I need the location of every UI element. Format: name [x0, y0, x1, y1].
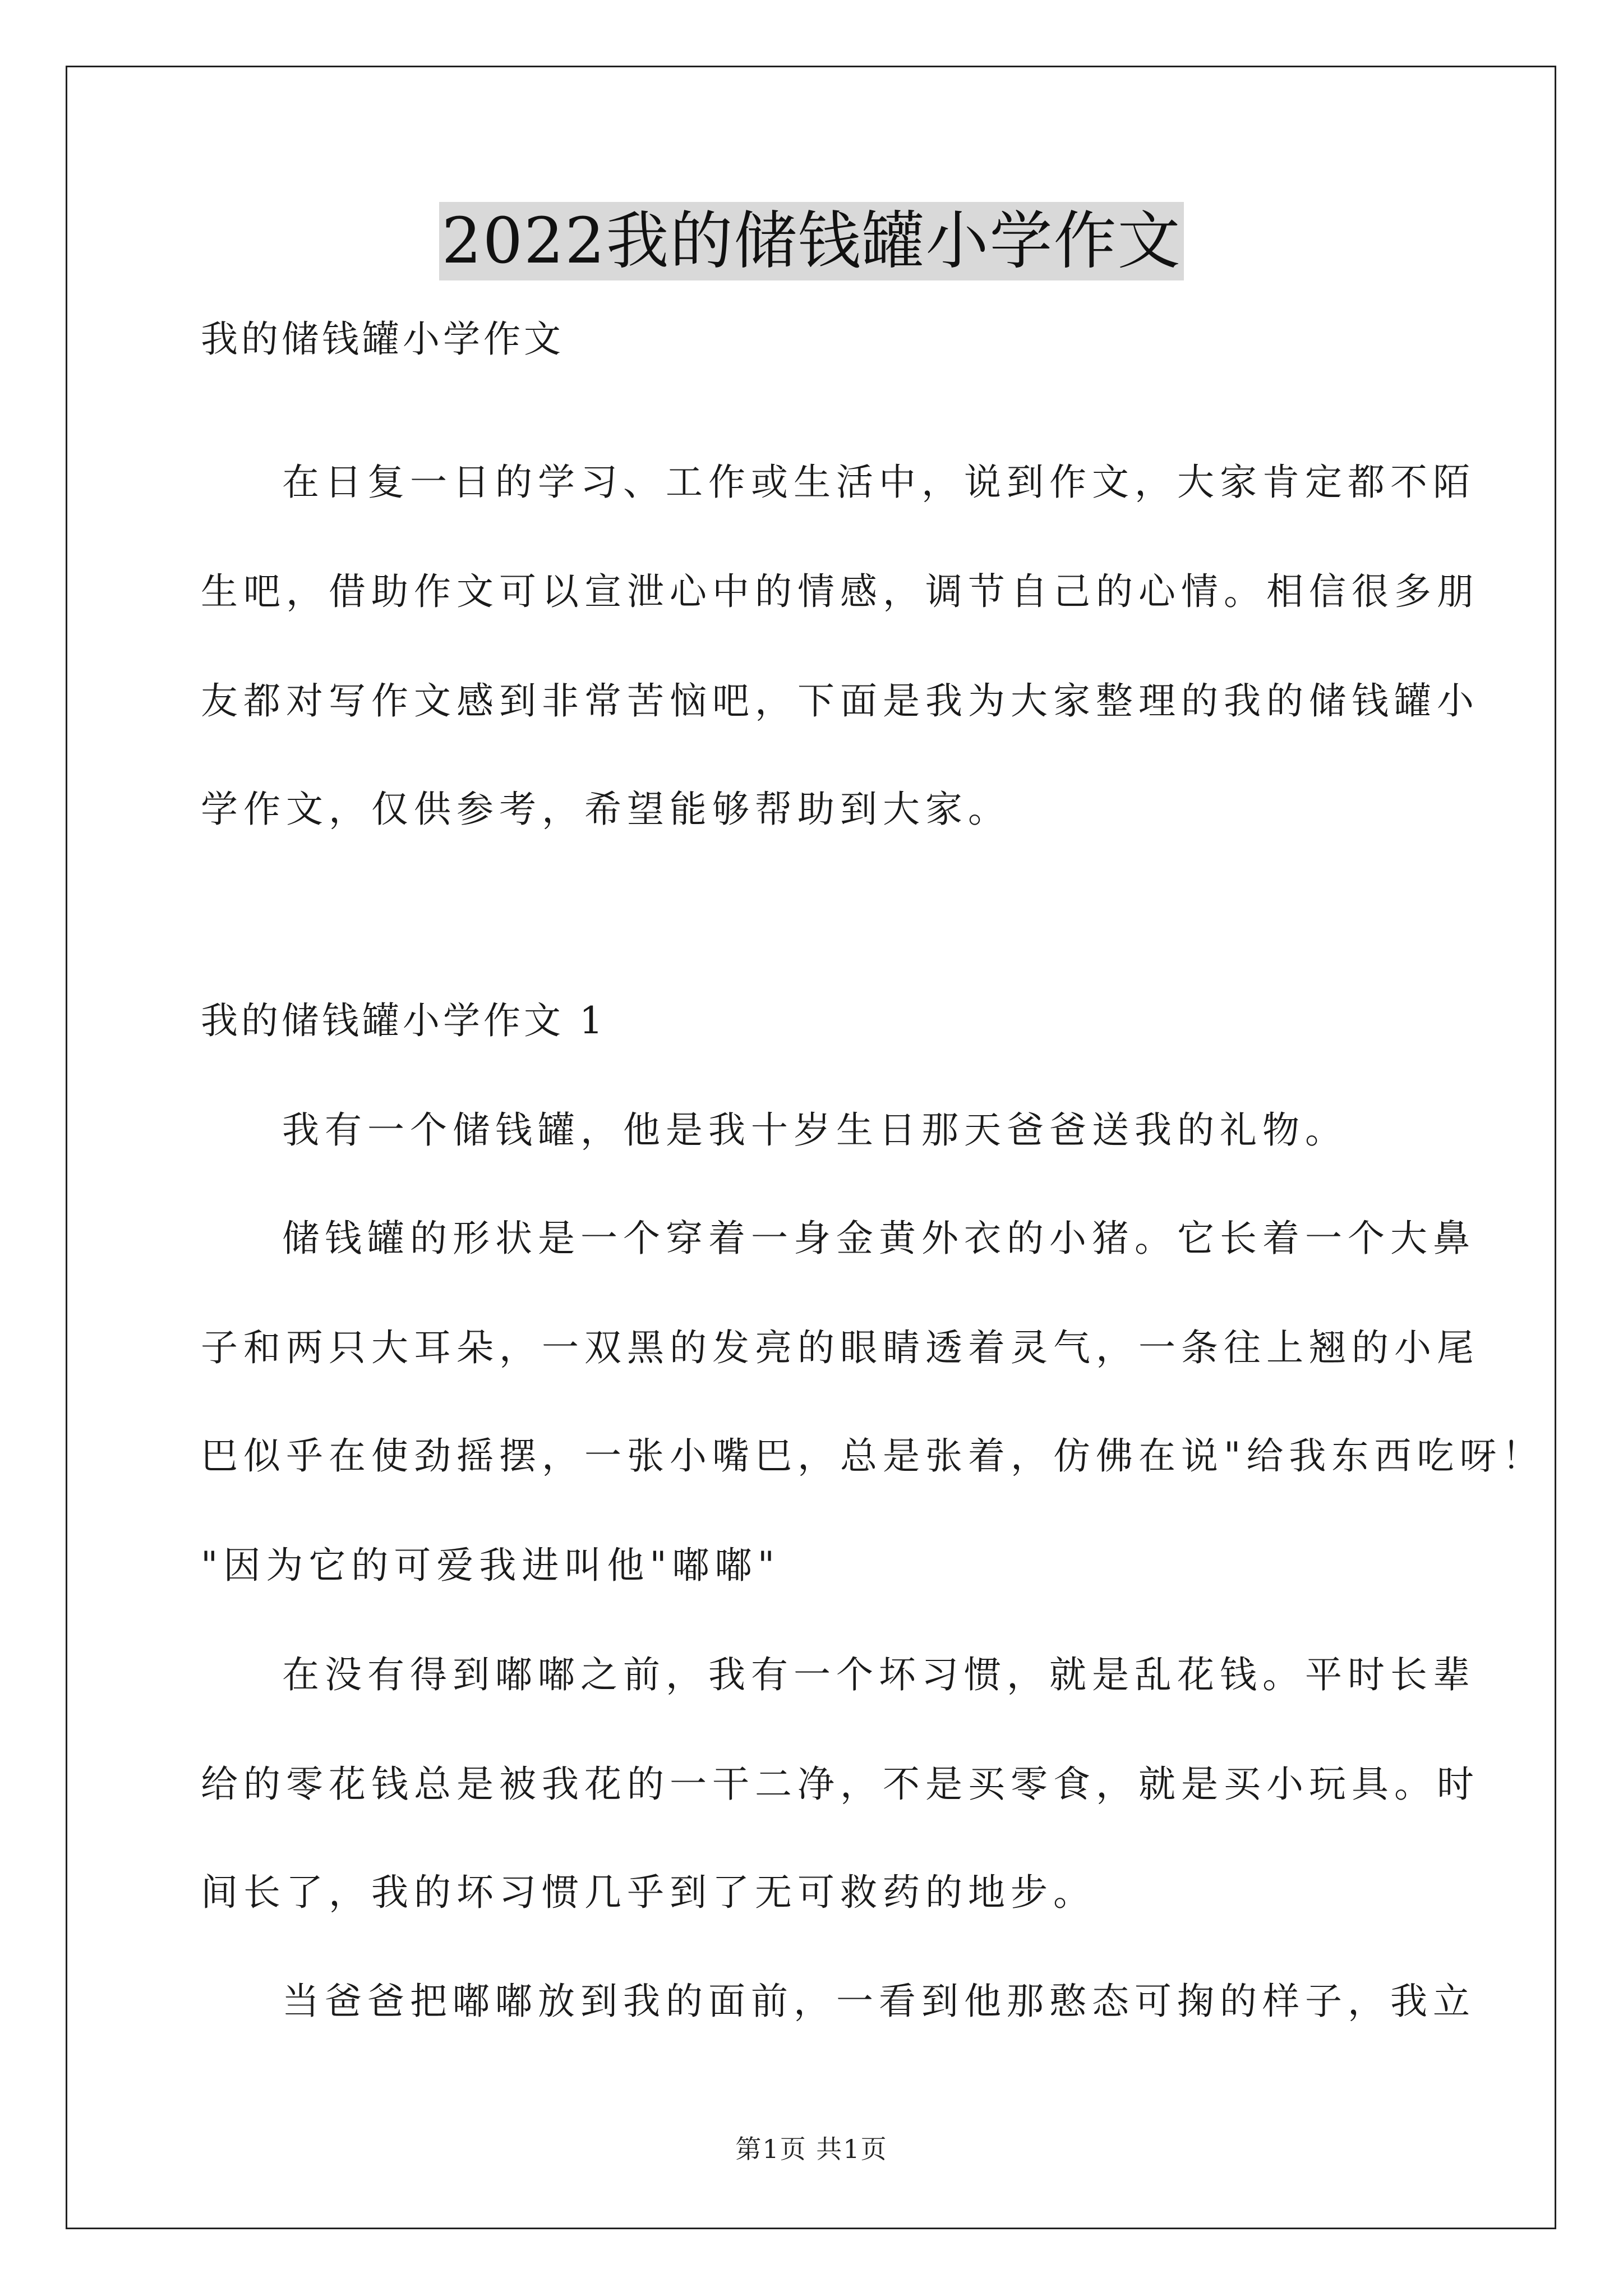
paragraph-line: 储钱罐的形状是一个穿着一身金黄外衣的小猪。它长着一个大鼻 [282, 1217, 1476, 1260]
section-heading: 我的储钱罐小学作文 1 [201, 999, 606, 1042]
paragraph-line: 给的零花钱总是被我花的一干二净，不是买零食，就是买小玩具。时 [201, 1763, 1479, 1806]
paragraph-line: 在没有得到嘟嘟之前，我有一个坏习惯，就是乱花钱。平时长辈 [282, 1653, 1476, 1696]
paragraph-line: 子和两只大耳朵，一双黑的发亮的眼睛透着灵气，一条往上翘的小尾 [201, 1326, 1479, 1369]
intro-line: 学作文，仅供参考，希望能够帮助到大家。 [201, 788, 1011, 831]
title-container [0, 202, 1623, 280]
paragraph-line: 巴似乎在使劲摇摆，一张小嘴巴，总是张着，仿佛在说"给我东西吃呀！ [201, 1434, 1545, 1478]
paragraph-line: "因为它的可爱我进叫他"嘟嘟" [201, 1544, 781, 1587]
intro-line: 生吧，借助作文可以宣泄心中的情感，调节自己的心情。相信很多朋 [201, 570, 1479, 613]
intro-line: 友都对写作文感到非常苦恼吧，下面是我为大家整理的我的储钱罐小 [201, 679, 1479, 723]
paragraph-line: 间长了，我的坏习惯几乎到了无可救药的地步。 [201, 1871, 1096, 1914]
intro-line: 在日复一日的学习、工作或生活中，说到作文，大家肯定都不陌 [282, 461, 1476, 504]
paragraph-line: 我有一个储钱罐，他是我十岁生日那天爸爸送我的礼物。 [282, 1108, 1348, 1152]
document-title: 2022我的储钱罐小学作文 [439, 202, 1183, 280]
intro-heading: 我的储钱罐小学作文 [201, 318, 564, 361]
paragraph-line: 当爸爸把嘟嘟放到我的面前，一看到他那憨态可掬的样子，我立 [282, 1980, 1476, 2023]
page-footer: 第1页 共1页 [735, 2134, 888, 2164]
